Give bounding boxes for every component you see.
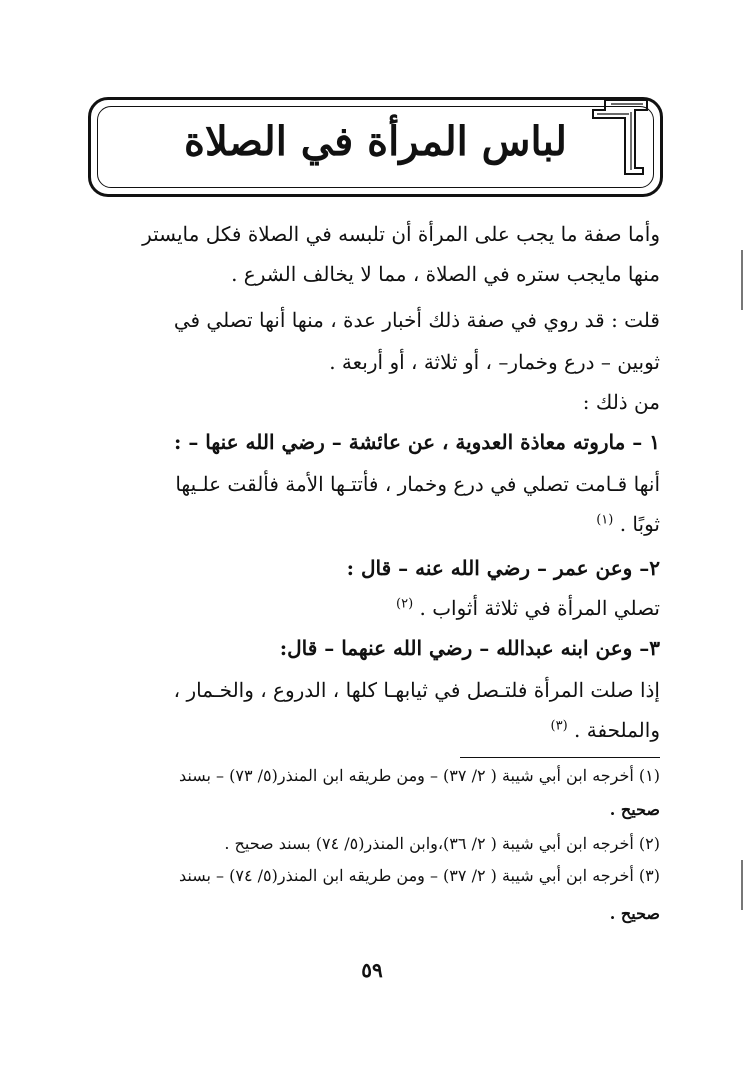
narration-2-text — [396, 596, 660, 620]
corner-ornament-icon — [585, 90, 665, 180]
narration-1-heading: ١ – ماروته معاذة العدوية ، عن عائشة – رضي الله عنها – : — [173, 430, 660, 454]
paragraph-2-line-2: ثوبين – درع وخمار– ، أو ثلاثة ، أو أربعة . — [329, 350, 660, 374]
footnote-ref-3: (٣) — [550, 718, 568, 734]
narration-3-text-end: والملحفة . — [574, 718, 660, 742]
narration-1-text-line-1: أنها قـامت تصلي في درع وخمار ، فأتتـها الأمة فألقت علـيها — [175, 472, 660, 496]
paragraph-1-line-1: وأما صفة ما يجب على المرأة أن تلبسه في الصلاة فكل مايستر — [142, 222, 660, 246]
narration-3-text-line-1: إذا صلت المرأة فلتـصل في ثيابهـا كلها ، الدروع ، والخـمار ، — [173, 678, 660, 702]
scan-edge-mark — [741, 250, 743, 310]
footnote-1-line-2: صحيح . — [609, 800, 660, 819]
page-title: لباس المرأة في الصلاة — [184, 118, 567, 165]
narration-3-heading: ٣– وعن ابنه عبدالله – رضي الله عنهما – قال: — [279, 636, 660, 660]
footnote-3-line-2: صحيح . — [609, 904, 660, 923]
footnote-3-line-1: (٣) أخرجه ابن أبي شيبة ( ٢/ ٣٧) – ومن طريقه ابن المنذر(٥/ ٧٤) – بسند — [178, 866, 660, 885]
footnote-separator — [460, 757, 660, 758]
narration-3-text-line-2 — [551, 718, 660, 742]
title-frame — [88, 97, 663, 197]
paragraph-1-line-2: منها مايجب ستره في الصلاة ، مما لا يخالف الشرع . — [231, 262, 660, 286]
page-number: ٥٩ — [361, 958, 383, 982]
footnote-2: (٢) أخرجه ابن أبي شيبة ( ٢/ ٣٦)،وابن المنذر(٥/ ٧٤) بسند صحيح . — [224, 834, 660, 853]
narration-1-text-line-2 — [596, 512, 660, 536]
footnote-ref-1: (١) — [596, 512, 614, 528]
footnote-1-line-1: (١) أخرجه ابن أبي شيبة ( ٢/ ٣٧) – ومن طريقه ابن المنذر(٥/ ٧٣) – بسند — [178, 766, 660, 785]
scan-edge-mark — [741, 860, 743, 910]
paragraph-2-line-1: قلت : قد روي في صفة ذلك أخبار عدة ، منها أنها تصلي في — [173, 308, 660, 332]
footnote-ref-2: (٢) — [396, 596, 414, 612]
narration-2-text-body: تصلي المرأة في ثلاثة أثواب . — [419, 596, 660, 620]
narration-2-heading: ٢– وعن عمر – رضي الله عنه – قال : — [346, 556, 660, 580]
paragraph-3-line-1: من ذلك : — [582, 390, 660, 414]
narration-1-text-end: ثوبًا . — [619, 512, 660, 536]
